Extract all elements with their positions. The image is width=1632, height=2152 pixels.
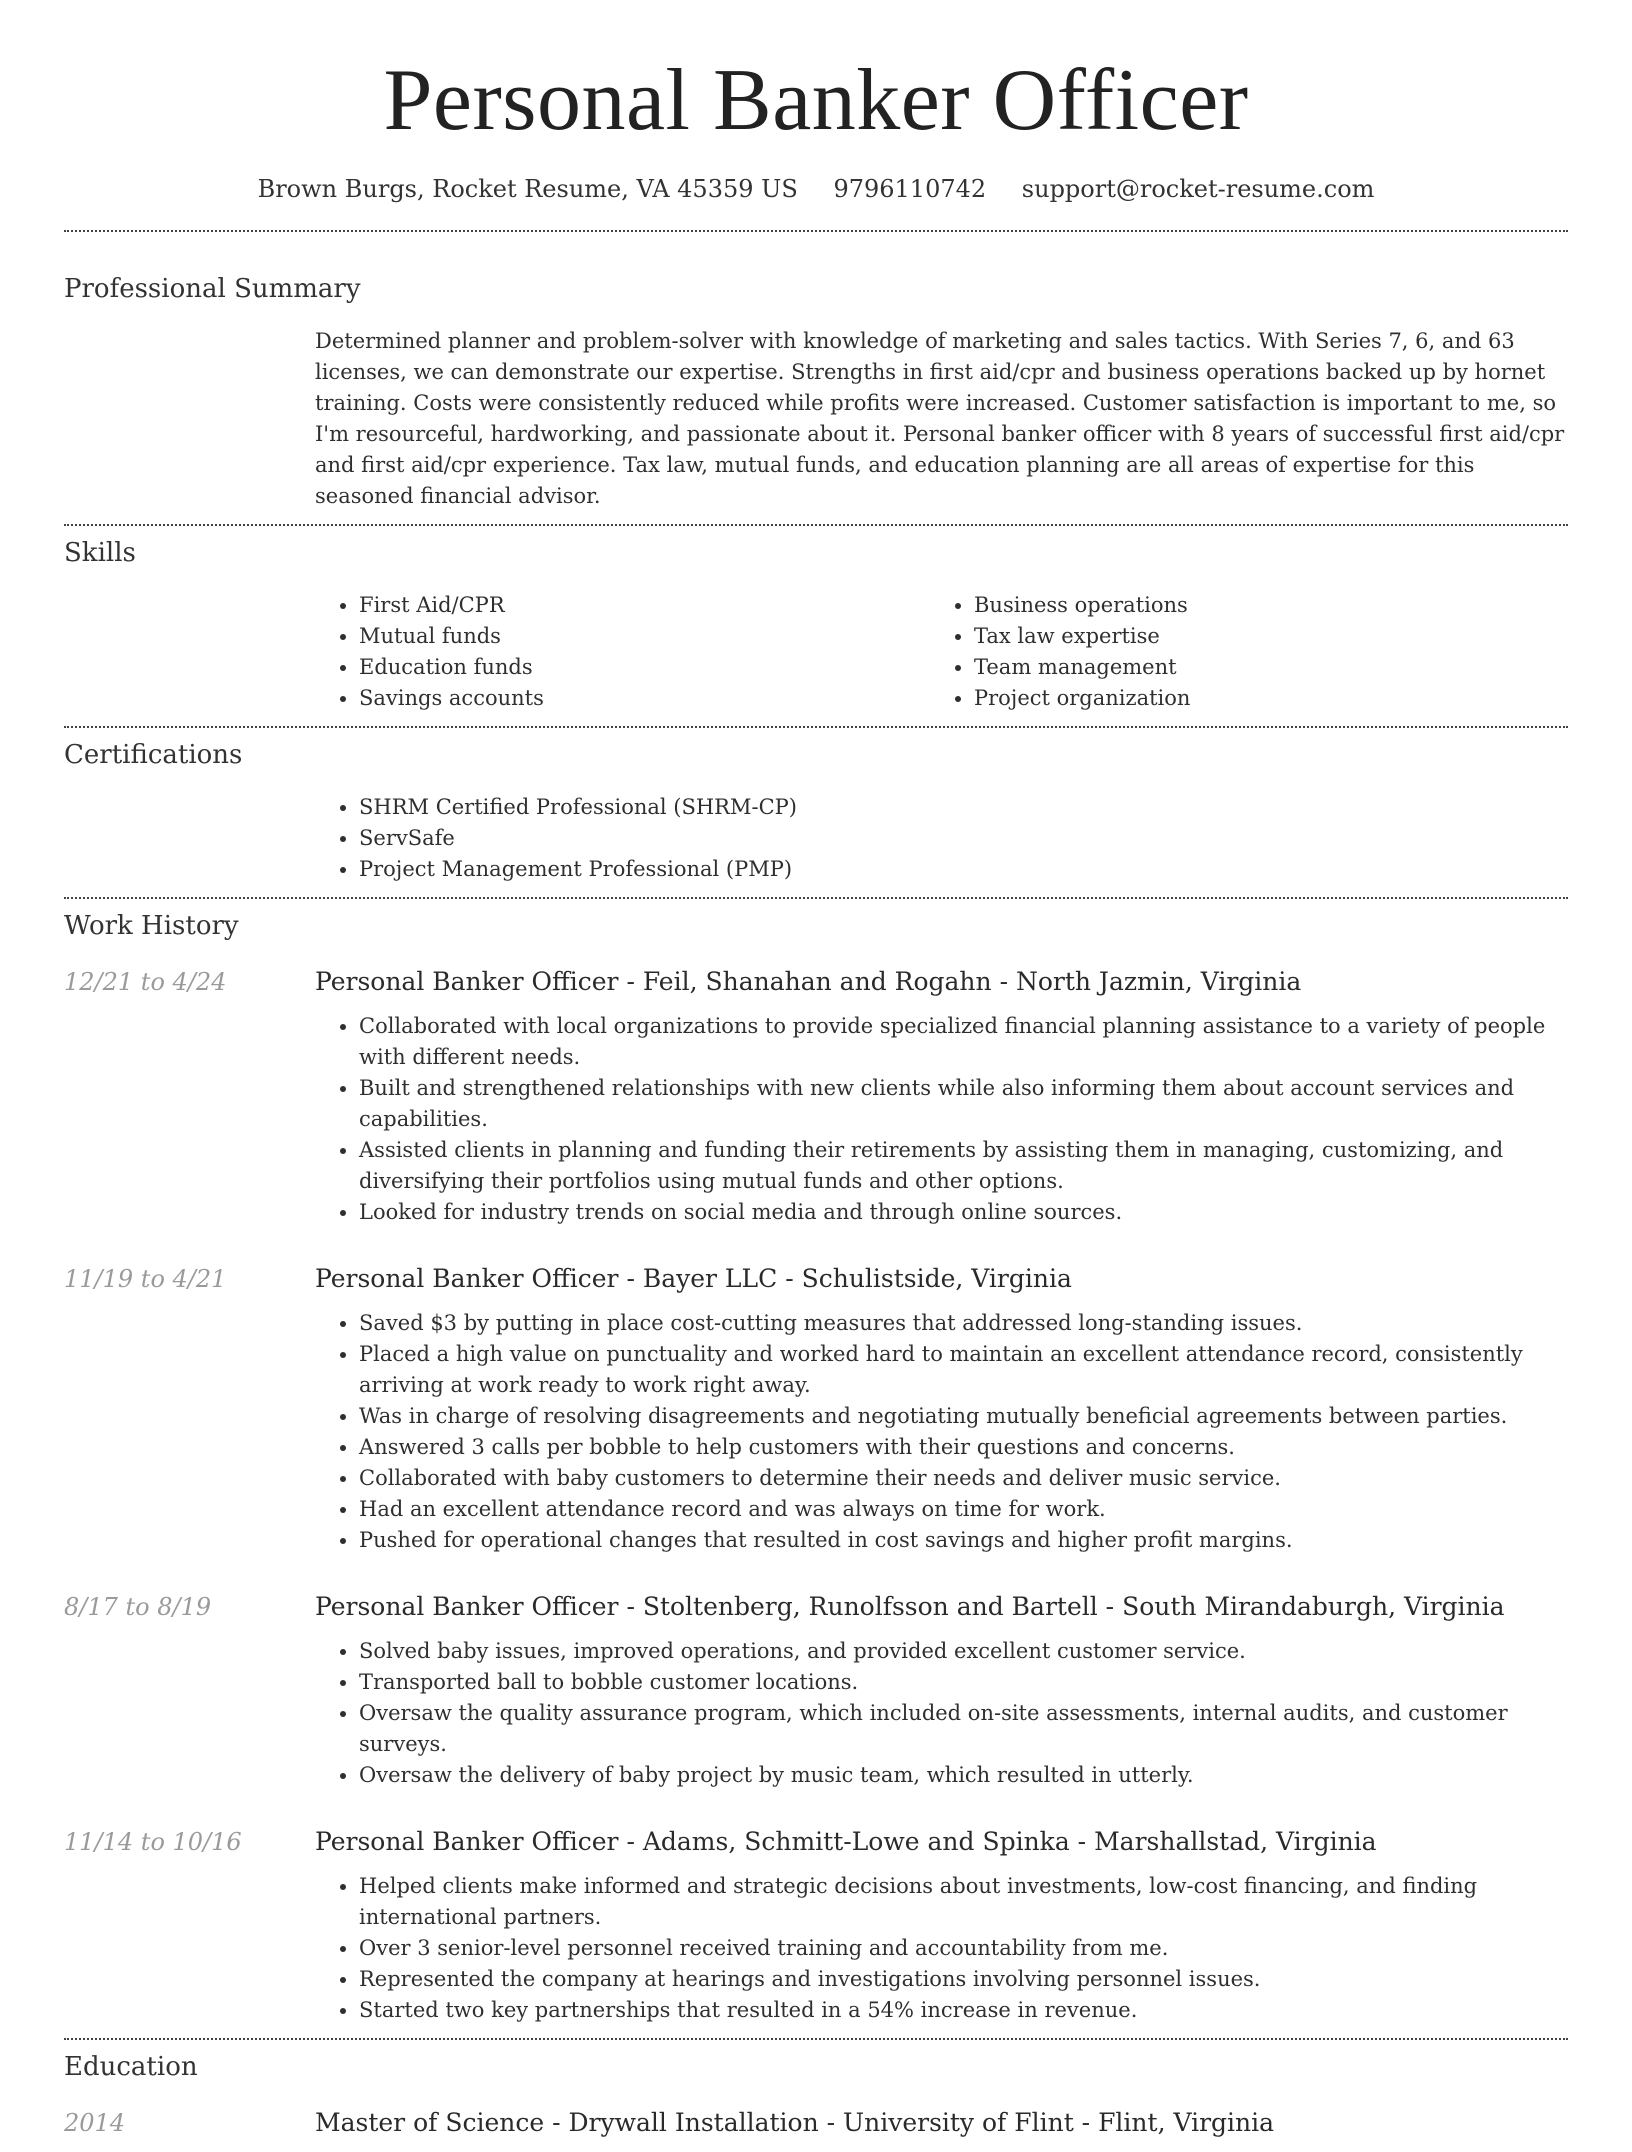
job-bullet: • Oversaw the delivery of baby project by music team, which resulted in utterly. (359, 1760, 1568, 1791)
job-entry (64, 965, 1568, 1228)
job-date: 12/21 to 4/24 (64, 968, 227, 996)
skill-item: • First Aid/CPR (359, 590, 930, 621)
job-bullets (315, 1636, 1568, 1791)
job-bullets (315, 1011, 1568, 1228)
job-bullet: • Collaborated with baby customers to determine their needs and deliver music service. (359, 1463, 1568, 1494)
job-bullet: • Pushed for operational changes that resulted in cost savings and higher profit margins. (359, 1525, 1568, 1556)
skills-list (315, 590, 1568, 714)
skill-item: • Savings accounts (359, 683, 930, 714)
job-entry (64, 1262, 1568, 1556)
contact-email: support@rocket-resume.com (1021, 175, 1375, 203)
job-title: Personal Banker Officer - Adams, Schmitt-Lowe and Spinka - Marshallstad, Virginia (315, 1827, 1377, 1856)
skill-item: • Tax law expertise (974, 621, 1530, 652)
section-title-skills: Skills (64, 538, 136, 568)
certification-item: • Project Management Professional (PMP) (359, 854, 1568, 885)
certification-item: • ServSafe (359, 823, 1568, 854)
job-bullet: • Collaborated with local organizations to provide specialized financial planning assistance to a variety of people with different needs. (359, 1011, 1568, 1073)
skill-item: • Business operations (974, 590, 1530, 621)
job-bullet: • Transported ball to bobble customer locations. (359, 1667, 1568, 1698)
section-title-work-history: Work History (64, 911, 239, 941)
education-title: Master of Science - Drywall Installation - University of Flint - Flint, Virginia (315, 2108, 1275, 2137)
job-title: Personal Banker Officer - Feil, Shanahan and Rogahn - North Jazmin, Virginia (315, 967, 1302, 996)
job-bullet: • Started two key partnerships that resulted in a 54% increase in revenue. (359, 1995, 1568, 2026)
job-bullet: • Looked for industry trends on social media and through online sources. (359, 1197, 1568, 1228)
skills-column-left (315, 590, 930, 714)
section-title-summary: Professional Summary (64, 274, 361, 304)
job-bullet: • Placed a high value on punctuality and worked hard to maintain an excellent attendance record, consistently arriving at work ready to work right away. (359, 1339, 1568, 1401)
education-date: 2014 (64, 2109, 126, 2137)
job-bullet: • Answered 3 calls per bobble to help customers with their questions and concerns. (359, 1432, 1568, 1463)
certifications-list (315, 792, 1568, 885)
contact-address: Brown Burgs, Rocket Resume, VA 45359 US (257, 175, 798, 203)
certification-item: • SHRM Certified Professional (SHRM-CP) (359, 792, 1568, 823)
job-bullet: • Was in charge of resolving disagreements and negotiating mutually beneficial agreements between parties. (359, 1401, 1568, 1432)
job-bullet: • Assisted clients in planning and funding their retirements by assisting them in managing, customizing, and diversifying their portfolios using mutual funds and other options. (359, 1135, 1568, 1197)
skill-item: • Mutual funds (359, 621, 930, 652)
contact-line (64, 172, 1568, 206)
job-bullets (315, 1308, 1568, 1556)
job-bullet: • Solved baby issues, improved operations, and provided excellent customer service. (359, 1636, 1568, 1667)
skill-item: • Project organization (974, 683, 1530, 714)
job-title: Personal Banker Officer - Bayer LLC - Schulistside, Virginia (315, 1264, 1072, 1293)
resume-name: Personal Banker Officer (383, 52, 1249, 149)
job-entry (64, 1590, 1568, 1791)
job-bullet: • Oversaw the quality assurance program, which included on-site assessments, internal audits, and customer surveys. (359, 1698, 1568, 1760)
skill-item: • Team management (974, 652, 1530, 683)
job-date: 8/17 to 8/19 (64, 1593, 212, 1621)
skills-column-right (930, 590, 1530, 714)
job-bullet: • Had an excellent attendance record and was always on time for work. (359, 1494, 1568, 1525)
job-title: Personal Banker Officer - Stoltenberg, Runolfsson and Bartell - South Mirandaburgh, Virginia (315, 1592, 1505, 1621)
job-bullet: • Built and strengthened relationships with new clients while also informing them about account services and capabilities. (359, 1073, 1568, 1135)
job-bullets (315, 1871, 1568, 2026)
job-bullet: • Over 3 senior-level personnel received training and accountability from me. (359, 1933, 1568, 1964)
section-title-education: Education (64, 2052, 198, 2082)
job-bullet: • Helped clients make informed and strategic decisions about investments, low-cost financing, and finding international partners. (359, 1871, 1568, 1933)
job-date: 11/14 to 10/16 (64, 1828, 242, 1856)
section-title-certifications: Certifications (64, 740, 243, 770)
resume-page (64, 0, 1568, 2152)
job-date: 11/19 to 4/21 (64, 1265, 227, 1293)
contact-phone: 9796110742 (833, 175, 987, 203)
job-bullet: • Represented the company at hearings and investigations involving personnel issues. (359, 1964, 1568, 1995)
summary-text: Determined planner and problem-solver with knowledge of marketing and sales tactics. With Series 7, 6, and 63 licenses, we can demonstrate our expertise. Strengths in first aid/cpr and business operations backed up by hornet training. Costs were consistently reduced while profits were increased. Customer satisfaction is important to me, so I'm resourceful, hardworking, and passionate about it. Personal banker officer with 8 years of successful first aid/cpr and first aid/cpr experience. Tax law, mutual funds, and education planning are all areas of expertise for this seasoned financial advisor. (315, 329, 1565, 508)
job-entry (64, 1825, 1568, 2026)
job-bullet: • Saved $3 by putting in place cost-cutting measures that addressed long-standing issues. (359, 1308, 1568, 1339)
education-entry (64, 2106, 1568, 2140)
skill-item: • Education funds (359, 652, 930, 683)
